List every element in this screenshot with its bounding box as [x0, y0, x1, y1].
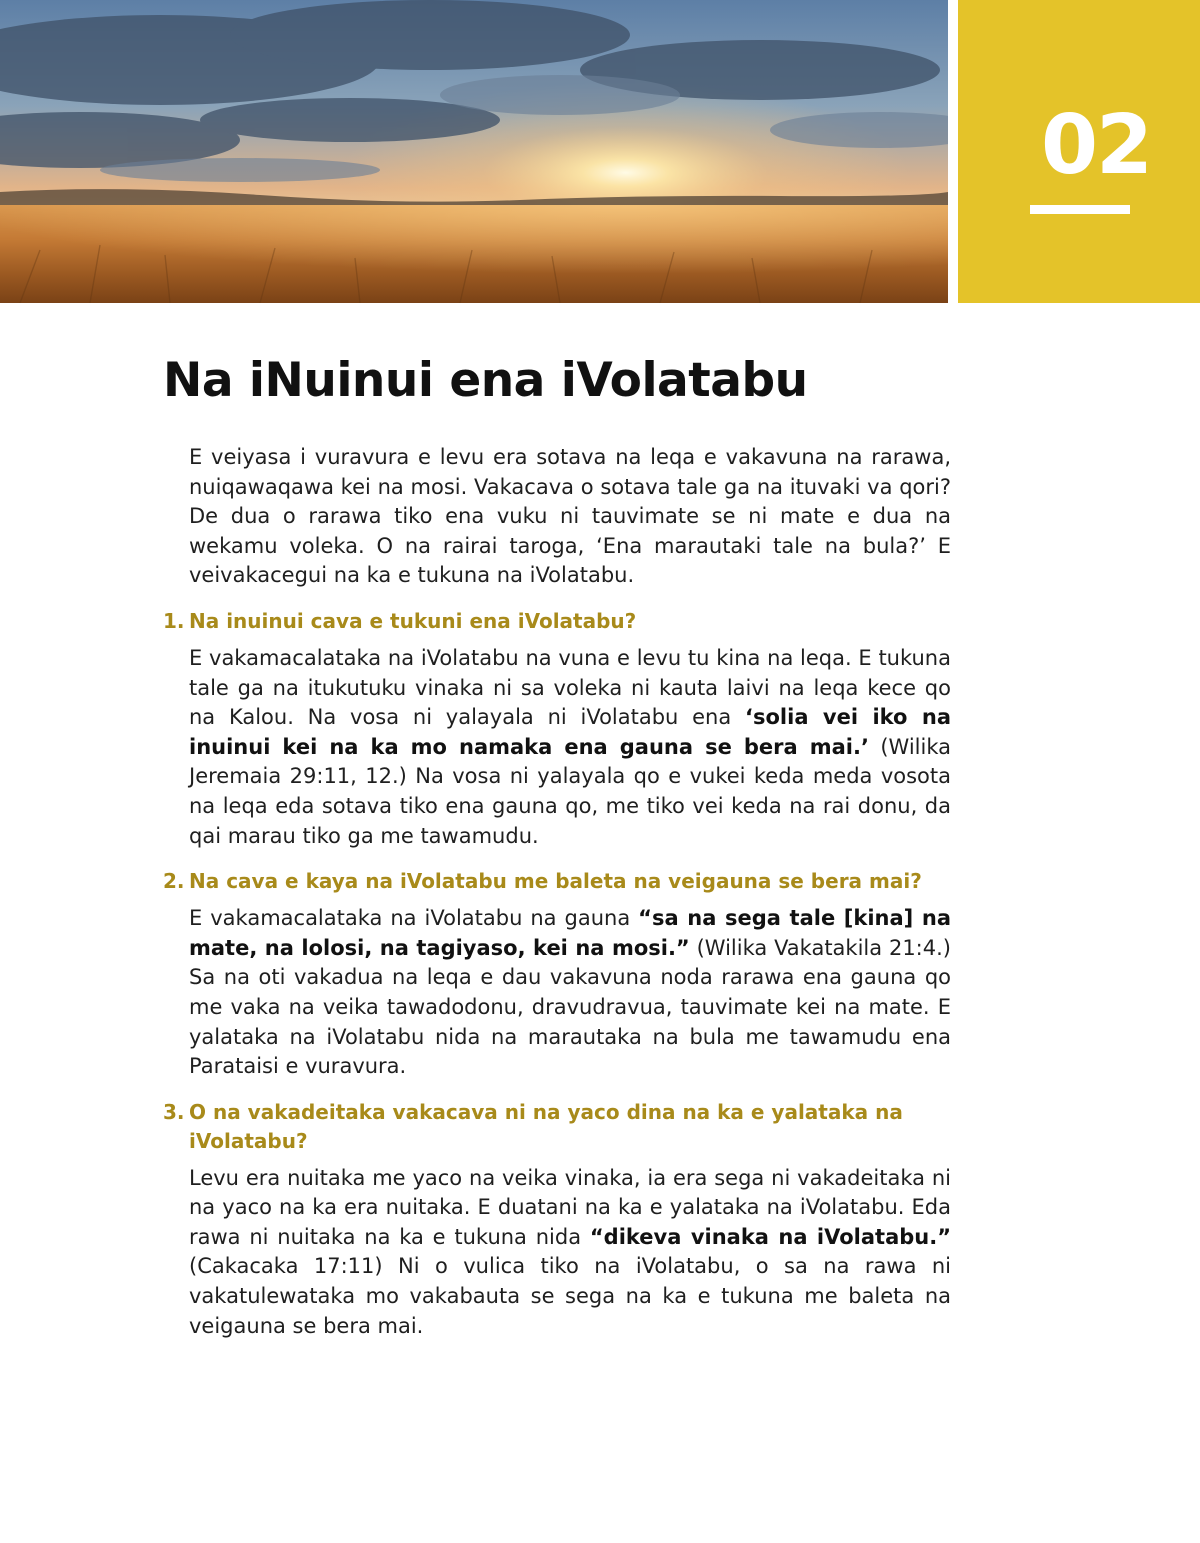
hero-image	[0, 0, 948, 303]
answer-text: Levu era nuitaka me yaco na veika vinaka, ia era sega ni vakadeitaka ni na yaco na ka era nuitaka. E duatani na ka e yalataka na iVolatabu. Eda rawa ni nuitaka na ka e tukuna nida	[189, 1165, 951, 1249]
answer-1	[189, 644, 951, 851]
chapter-badge	[958, 0, 1200, 303]
answer-3	[189, 1164, 951, 1342]
intro-paragraph: E veiyasa i vuravura e levu era sotava na leqa e vakavuna na rarawa, nuiqawaqawa kei na mosi. Vakacava o sotava tale ga na ituvaki va qori? De dua o rarawa tiko ena vuku ni tauvimate se ni mate e dua na wekamu voleka. O na rairai taroga, ‘Ena marautaki tale na bula?’ E veivakacegui na ka e tukuna na iVolatabu.	[189, 445, 951, 588]
answer-text: (Cakacaka 17:11) Ni o vulica tiko na iVolatabu, o sa na rawa ni vakatulewataka mo vakabauta se sega na ka e tukuna me baleta na veigauna se bera mai.	[189, 1254, 951, 1338]
chapter-number: 02	[1040, 98, 1152, 193]
page-title: Na iNuinui ena iVolatabu	[163, 353, 808, 408]
question-3	[163, 1098, 951, 1156]
question-number: 2.	[163, 869, 185, 894]
question-text: Na inuinui cava e tukuni ena iVolatabu?	[189, 608, 637, 633]
article-body	[163, 443, 951, 1341]
question-text: O na vakadeitaka vakacava ni na yaco dina na ka e yalataka na iVolatabu?	[189, 1099, 903, 1153]
answer-text: (Wilika Vakatakila 21:4.) Sa na oti vakadua na leqa e dau vakavuna noda rarawa ena gauna qo me vaka na veika tawadodonu, dravudravua, tauvimate kei na mate. E yalataka na iVolatabu nida na marautaka na bula me tawamudu ena Parataisi e vuravura.	[189, 935, 951, 1079]
answer-text: (Wilika Jeremaia 29:11, 12.) Na vosa ni yalayala qo e vukei keda meda vosota na leqa eda sotava tiko ena gauna qo, me tiko vei keda na rai donu, da qai marau tiko ga me tawamudu.	[189, 734, 951, 848]
question-number: 1.	[163, 608, 185, 633]
question-number: 3.	[163, 1099, 185, 1124]
answer-text: E vakamacalataka na iVolatabu na gauna	[189, 906, 639, 931]
answer-quote: ‘solia vei iko na inuinui kei na ka mo namaka ena gauna se bera mai.’	[189, 705, 951, 759]
question-2	[163, 867, 951, 896]
answer-2	[189, 904, 951, 1082]
chapter-underline	[1030, 205, 1130, 214]
answer-quote: “sa na sega tale [kina] na mate, na lolosi, na tagiyaso, kei na mosi.”	[189, 906, 951, 960]
question-1	[163, 607, 951, 636]
answer-text: E vakamacalataka na iVolatabu na vuna e levu tu kina na leqa. E tukuna tale ga na itukutuku vinaka ni sa voleka ni kauta laivi na leqa kece qo na Kalou. Na vosa ni yalayala ni iVolatabu ena	[189, 645, 951, 730]
question-text: Na cava e kaya na iVolatabu me baleta na veigauna se bera mai?	[189, 869, 922, 894]
answer-quote: “dikeva vinaka na iVolatabu.”	[589, 1224, 951, 1249]
